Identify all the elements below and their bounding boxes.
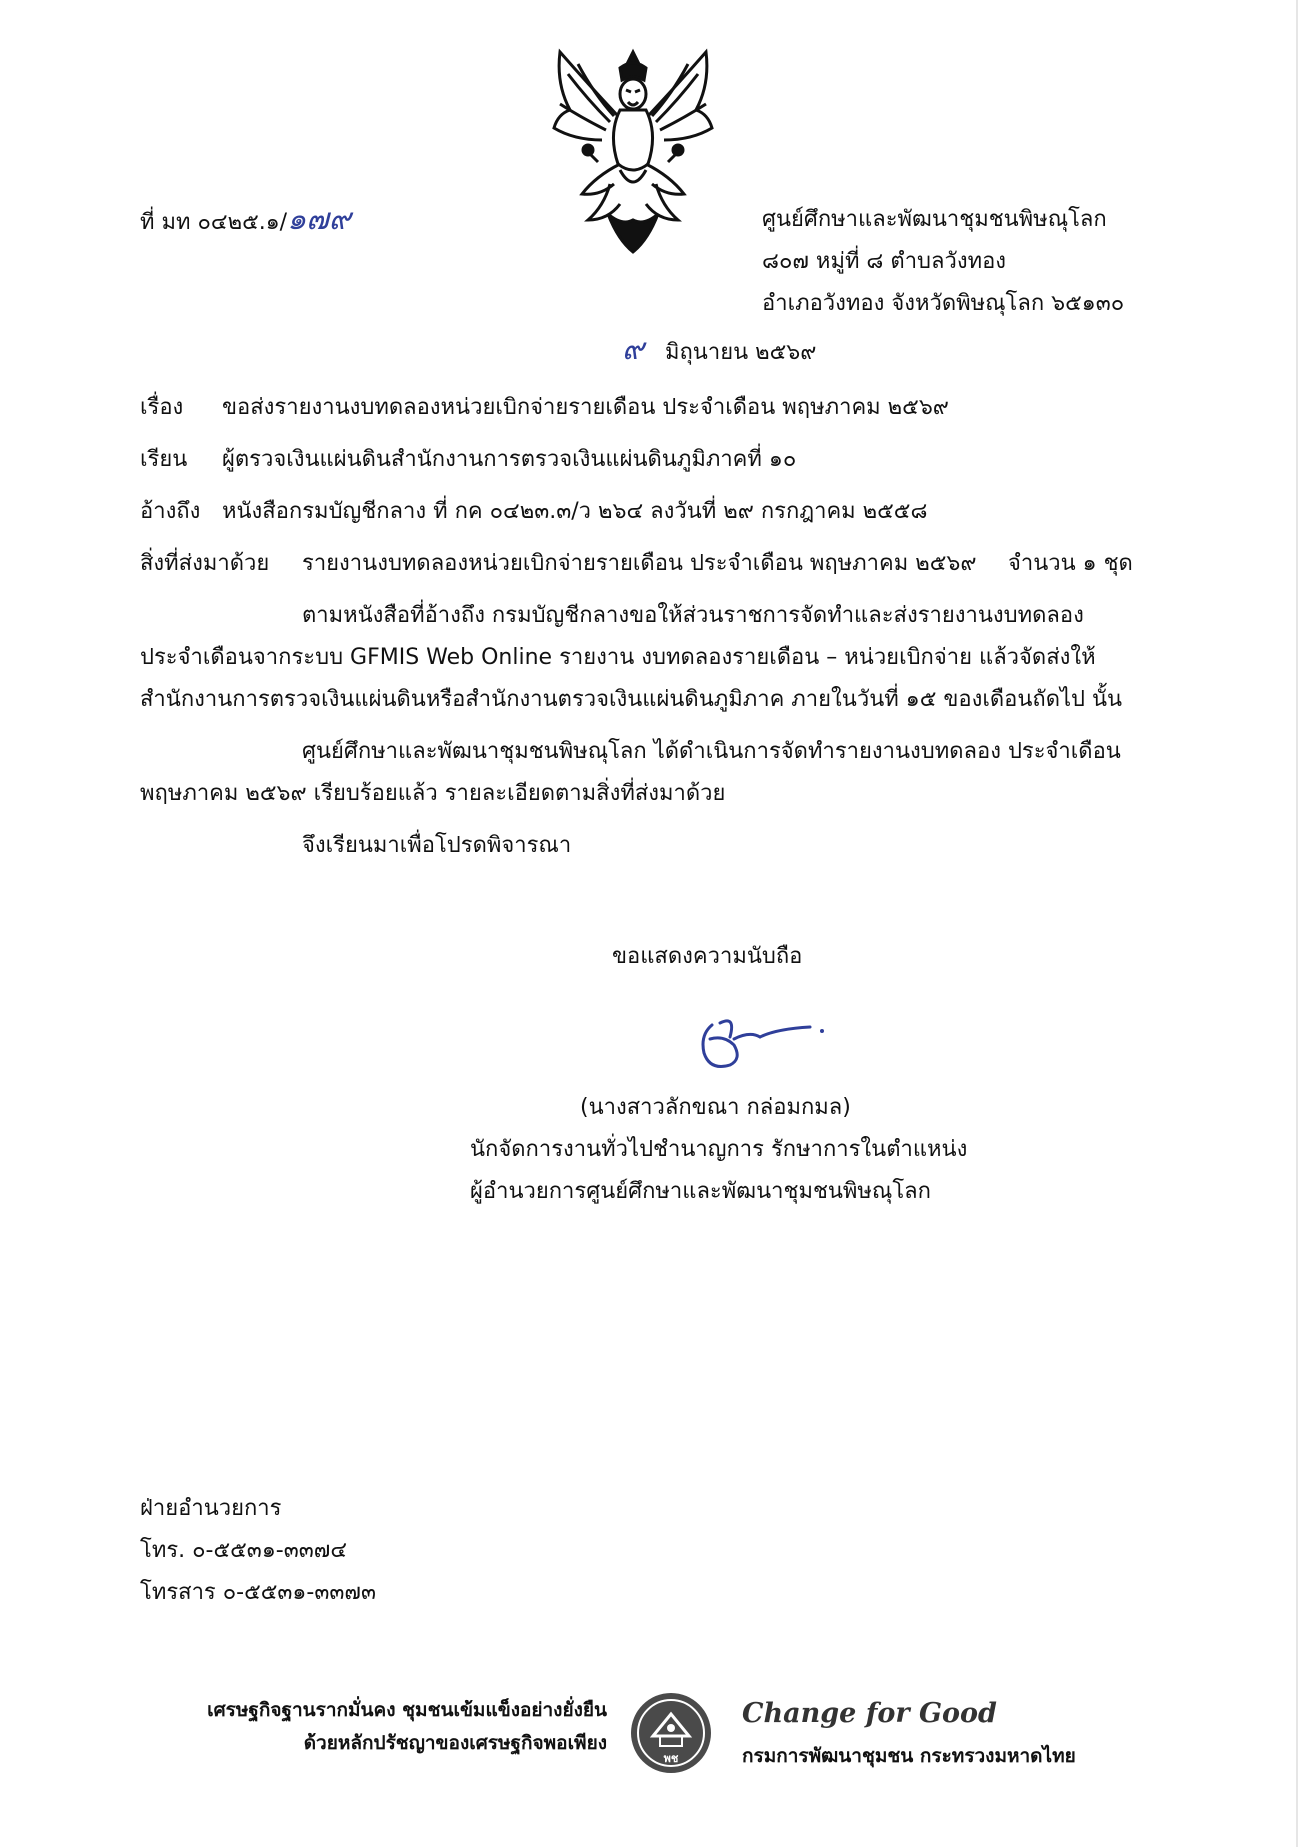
paragraph-3: จึงเรียนมาเพื่อโปรดพิจารณา <box>302 833 572 858</box>
document-number-prefix: ที่ มท ๐๔๒๕.๑/ <box>140 210 288 235</box>
contact-department: ฝ่ายอำนวยการ <box>140 1496 282 1521</box>
sender-line-1: ศูนย์ศึกษาและพัฒนาชุมชนพิษณุโลก <box>762 207 1107 232</box>
paragraph-2-line-1: ศูนย์ศึกษาและพัฒนาชุมชนพิษณุโลก ได้ดำเนินการจัดทำรายงานงบทดลอง ประจำเดือน <box>302 739 1121 764</box>
document-number-handwritten: ๑๗๙ <box>287 202 351 237</box>
letter-date <box>622 332 817 368</box>
reference-value: หนังสือกรมบัญชีกลาง ที่ กค ๐๔๒๓.๓/ว ๒๖๔ ลงวันที่ ๒๙ กรกฎาคม ๒๕๕๘ <box>222 499 928 524</box>
subject-value: ขอส่งรายงานงบทดลองหน่วยเบิกจ่ายรายเดือน ประจำเดือน พฤษภาคม ๒๕๖๙ <box>222 395 949 420</box>
signature-icon <box>690 1005 830 1085</box>
document-number <box>140 202 351 238</box>
footer-slogan: Change for Good <box>742 1698 997 1729</box>
contact-fax: โทรสาร ๐-๕๕๓๑-๓๓๗๓ <box>140 1580 376 1605</box>
date-day-handwritten: ๙ <box>622 332 644 367</box>
paragraph-1-line-1: ตามหนังสือที่อ้างถึง กรมบัญชีกลางขอให้ส่วนราชการจัดทำและส่งรายงานงบทดลอง <box>302 603 1084 628</box>
footer-motto-line-1: เศรษฐกิจฐานรากมั่นคง ชุมชนเข้มแข็งอย่างยั่งยืน <box>207 1699 607 1721</box>
date-month-year: มิถุนายน ๒๕๖๙ <box>664 340 817 365</box>
sender-line-2: ๘๐๗ หมู่ที่ ๘ ตำบลวังทอง <box>762 249 1007 274</box>
paragraph-2-line-2: พฤษภาคม ๒๕๖๙ เรียบร้อยแล้ว รายละเอียดตามสิ่งที่ส่งมาด้วย <box>140 781 726 806</box>
paragraph-1-line-2: ประจำเดือนจากระบบ GFMIS Web Online รายงาน งบทดลองรายเดือน – หน่วยเบิกจ่าย แล้วจัดส่งให้ <box>140 645 1096 670</box>
cdd-emblem-icon <box>628 1690 714 1776</box>
closing-salutation: ขอแสดงความนับถือ <box>612 944 803 969</box>
footer-organization: กรมการพัฒนาชุมชน กระทรวงมหาดไทย <box>742 1745 1076 1767</box>
enclosure-label: สิ่งที่ส่งมาด้วย <box>140 551 270 576</box>
contact-telephone: โทร. ๐-๕๕๓๑-๓๓๗๔ <box>140 1538 348 1563</box>
scan-edge <box>1296 0 1298 1847</box>
footer-motto-line-2: ด้วยหลักปรัชญาของเศรษฐกิจพอเพียง <box>303 1732 607 1754</box>
to-value: ผู้ตรวจเงินแผ่นดินสำนักงานการตรวจเงินแผ่นดินภูมิภาคที่ ๑๐ <box>222 447 797 472</box>
subject-label: เรื่อง <box>140 395 184 420</box>
signatory-position-2: ผู้อำนวยการศูนย์ศึกษาและพัฒนาชุมชนพิษณุโลก <box>470 1179 931 1204</box>
signatory-position-1: นักจัดการงานทั่วไปชำนาญการ รักษาการในตำแหน่ง <box>470 1137 968 1162</box>
sender-line-3: อำเภอวังทอง จังหวัดพิษณุโลก ๖๕๑๓๐ <box>762 291 1125 316</box>
to-label: เรียน <box>140 447 188 472</box>
reference-label: อ้างถึง <box>140 499 201 524</box>
cdd-emblem-text: พช <box>663 1752 679 1765</box>
paragraph-1-line-3: สำนักงานการตรวจเงินแผ่นดินหรือสำนักงานตรวจเงินแผ่นดินภูมิภาค ภายในวันที่ ๑๕ ของเดือนถัดไป นั้น <box>140 687 1123 712</box>
enclosure-count: จำนวน ๑ ชุด <box>1008 551 1133 576</box>
signatory-name: (นางสาวลักขณา กล่อมกมล) <box>580 1095 851 1120</box>
enclosure-value: รายงานงบทดลองหน่วยเบิกจ่ายรายเดือน ประจำเดือน พฤษภาคม ๒๕๖๙ <box>302 551 977 576</box>
garuda-emblem-icon <box>548 44 718 256</box>
